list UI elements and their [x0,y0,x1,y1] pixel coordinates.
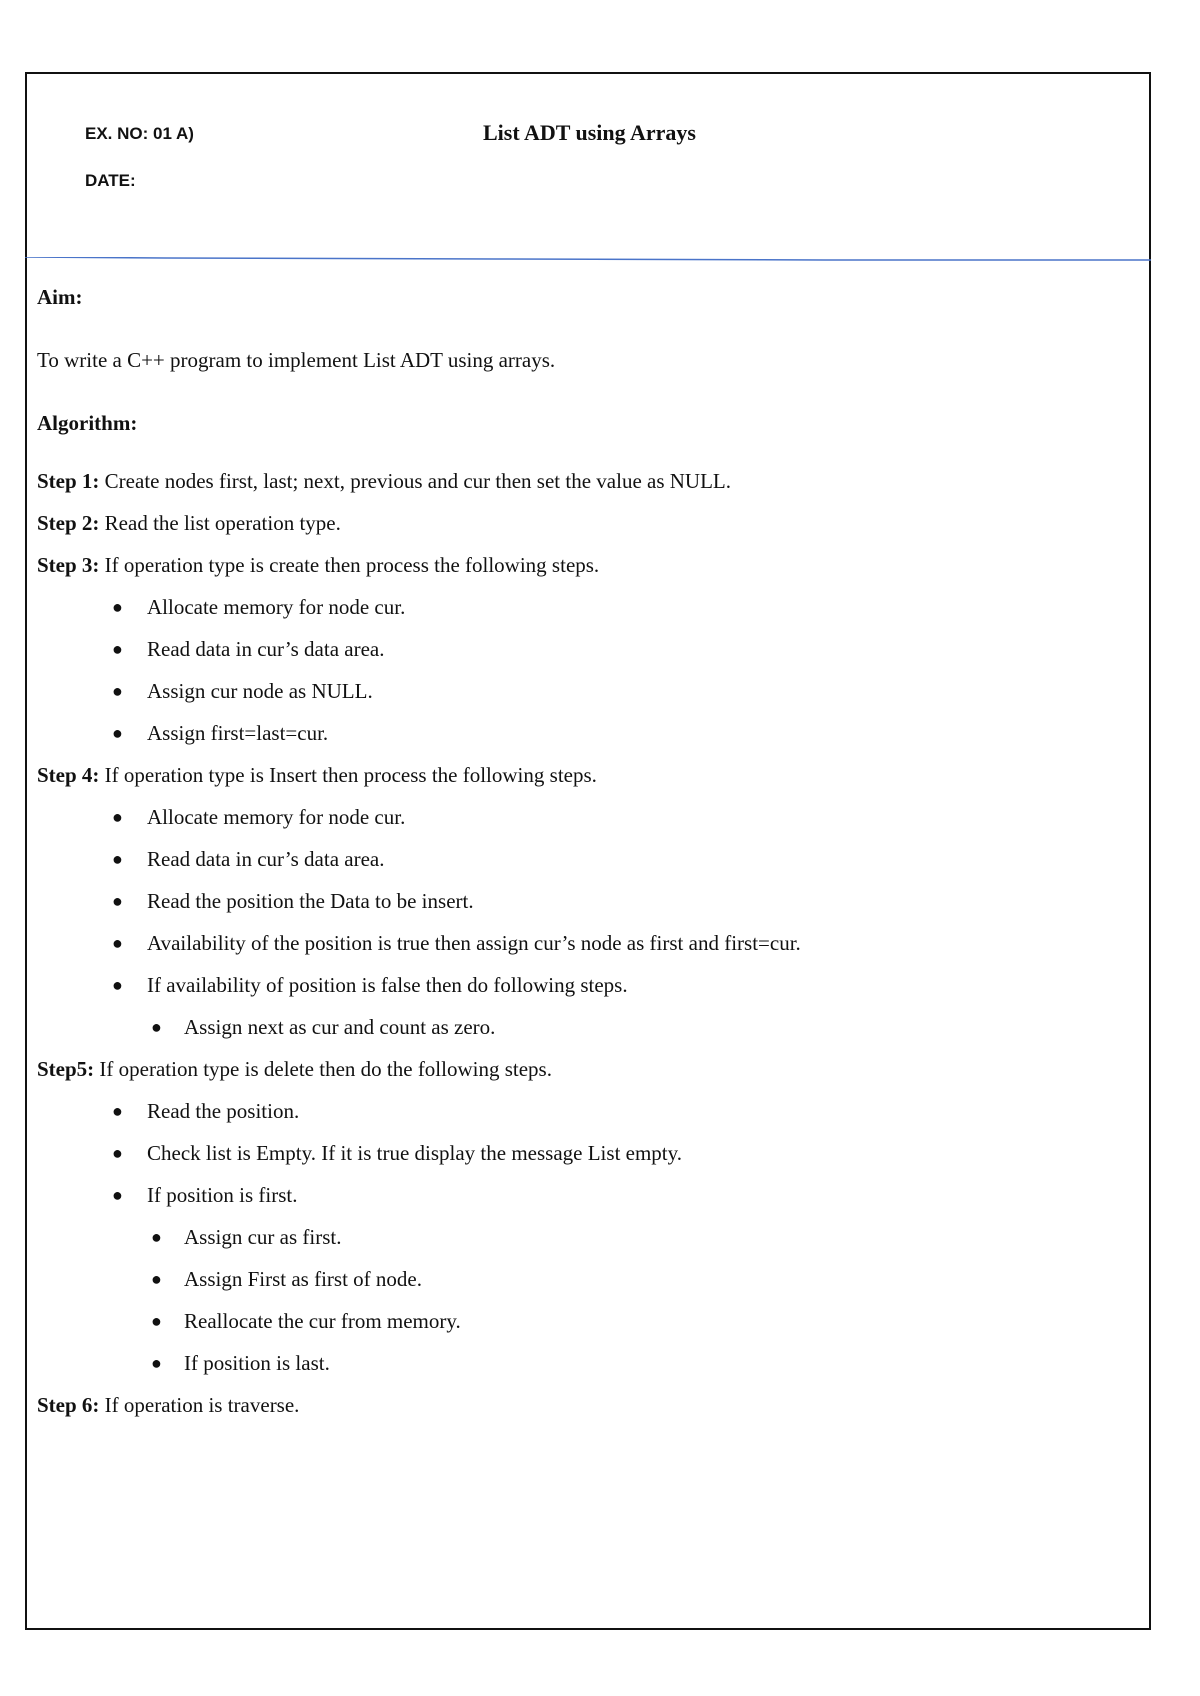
step-4 [37,761,1137,803]
list-item: ● Assign First as first of node. [151,1267,422,1291]
bullet-icon: ● [112,1101,123,1121]
list-item: ● Read the position the Data to be insert. [112,889,474,913]
list-item: ● Assign next as cur and count as zero. [151,1015,496,1039]
step-label: Step 4: [37,763,100,787]
step-text: Read the list operation type. [99,511,341,535]
step-5 [37,1055,1137,1097]
aim-text: To write a C++ program to implement List ADT using arrays. [37,348,556,372]
step-text: If operation type is create then process the following steps. [99,553,600,577]
bullet-icon: ● [151,1311,162,1331]
algorithm-heading: Algorithm: [37,411,138,435]
bullet-icon: ● [112,891,123,911]
list-item: ● Availability of the position is true then assign cur’s node as first and first=cur. [112,931,801,955]
bullet-icon: ● [151,1017,162,1037]
list-item: ● Assign cur node as NULL. [112,679,373,703]
step-3-bullets [37,593,1137,761]
list-item: ● Allocate memory for node cur. [112,805,406,829]
page-title: List ADT using Arrays [483,120,696,145]
list-item: ● Reallocate the cur from memory. [151,1309,461,1333]
bullet-icon: ● [151,1269,162,1289]
bullet-icon: ● [112,807,123,827]
bullet-icon: ● [151,1353,162,1373]
bullet-icon: ● [112,1185,123,1205]
list-item: ● Assign cur as first. [151,1225,342,1249]
bullet-icon: ● [112,975,123,995]
step-text: If operation type is Insert then process the following steps. [99,763,597,787]
bullet-icon: ● [112,681,123,701]
bullet-icon: ● [112,849,123,869]
step-label: Step5: [37,1057,95,1081]
algorithm-steps [37,467,1137,1433]
date-label: DATE: [85,171,136,190]
bullet-icon: ● [151,1227,162,1247]
list-item: ● If availability of position is false then do following steps. [112,973,628,997]
step-3 [37,551,1137,593]
step-label: Step 2: [37,511,100,535]
step-2 [37,509,1137,551]
step-text: If operation type is delete then do the following steps. [94,1057,552,1081]
document-body [37,276,1137,1433]
step-6 [37,1391,1137,1433]
step-4-bullets [37,803,1137,1055]
list-item: ● Read data in cur’s data area. [112,637,385,661]
step-text: Create nodes first, last; next, previous and cur then set the value as NULL. [99,469,731,493]
bullet-icon: ● [112,597,123,617]
aim-heading: Aim: [37,285,83,309]
list-item: ● If position is last. [151,1351,330,1375]
step-label: Step 1: [37,469,100,493]
bullet-icon: ● [112,723,123,743]
step-1 [37,467,1137,509]
list-item: ● Allocate memory for node cur. [112,595,406,619]
bullet-icon: ● [112,1143,123,1163]
list-item: ● Assign first=last=cur. [112,721,329,745]
step-text: If operation is traverse. [99,1393,300,1417]
step-5-bullets [37,1097,1137,1391]
list-item: ● If position is first. [112,1183,298,1207]
step-label: Step 3: [37,553,100,577]
bullet-icon: ● [112,933,123,953]
bullet-icon: ● [112,639,123,659]
step-label: Step 6: [37,1393,100,1417]
list-item: ● Read the position. [112,1099,300,1123]
list-item: ● Read data in cur’s data area. [112,847,385,871]
exercise-number: EX. NO: 01 A) [85,124,194,143]
list-item: ● Check list is Empty. If it is true display the message List empty. [112,1141,683,1165]
